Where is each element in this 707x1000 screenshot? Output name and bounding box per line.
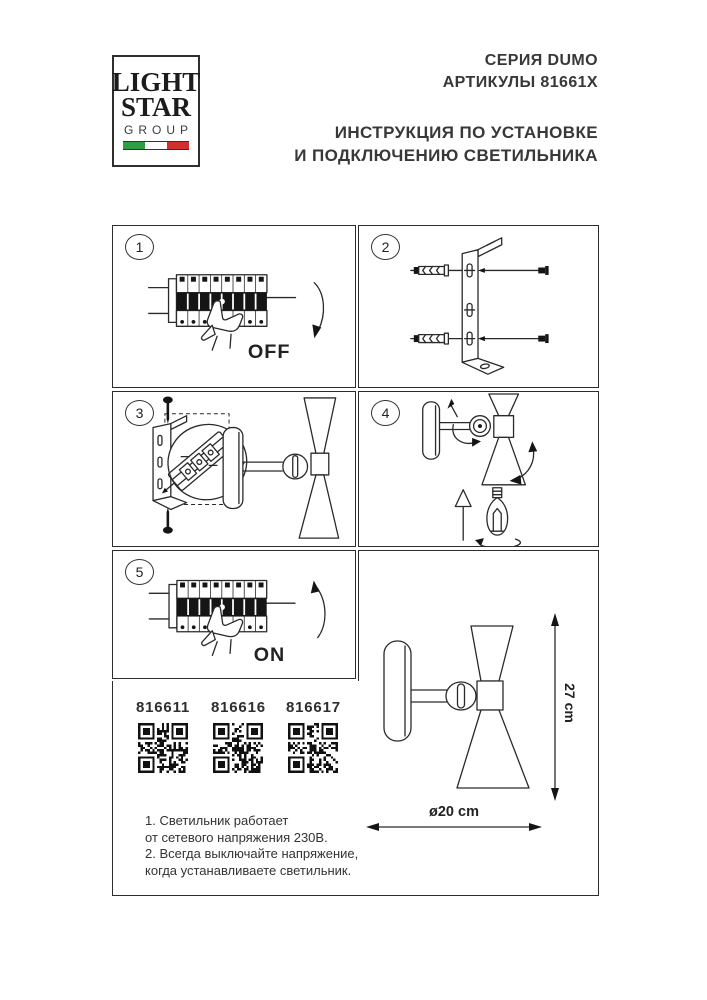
shade-top-cone: [304, 398, 336, 453]
instruction-title: [258, 121, 598, 167]
off-label: OFF: [247, 341, 291, 364]
height-label: 27 cm: [562, 683, 578, 723]
mounting-screw-icon: [478, 266, 549, 343]
note-line: 1. Светильник работает: [145, 813, 289, 828]
lightstar-logo: [112, 55, 200, 167]
fixing-screw-bottom-icon: [163, 508, 173, 534]
italian-flag-strip: [123, 141, 189, 150]
lamp-drawing: [223, 398, 339, 538]
step-5-number: 5: [125, 559, 154, 585]
step-2-number: 2: [371, 234, 400, 260]
shade-waist: [311, 453, 329, 475]
instruction-title-line1: ИНСТРУКЦИЯ ПО УСТАНОВКЕ: [334, 123, 598, 142]
qr-code: [213, 723, 263, 773]
note-line: когда устанавливаете светильник.: [145, 862, 352, 878]
step-5-panel: [112, 550, 356, 679]
note-line: от сетевого напряжения 230В.: [145, 829, 328, 845]
qr-code: [138, 723, 188, 773]
step-4-panel: [358, 391, 599, 547]
shade-bottom-cone: [299, 475, 338, 538]
step-3-panel: [112, 391, 356, 547]
logo-word-star: STAR: [120, 92, 192, 122]
article-list: [136, 699, 340, 778]
bracket-drawing: [462, 238, 503, 374]
step-1-number: 1: [125, 234, 154, 260]
dimension-panel-upper: [358, 550, 599, 681]
qr-code: [288, 723, 338, 773]
wall-anchor-icon: [411, 265, 462, 344]
switch-up-arrow-icon: [311, 581, 325, 638]
article-item: [286, 699, 340, 778]
article-code: 816617: [286, 699, 341, 716]
flag-green: [123, 142, 145, 149]
article-item: [136, 699, 190, 778]
article-code: 816616: [211, 699, 266, 716]
article-code: 816611: [136, 699, 191, 716]
step-1-panel: [112, 225, 356, 388]
logo-word-light: LIGHT: [111, 67, 201, 97]
breaker-panel-drawing: [149, 275, 324, 363]
diameter-label: ø20 cm: [429, 804, 479, 820]
flag-red: [167, 142, 189, 149]
on-label: ON: [253, 644, 286, 667]
safety-notes: [145, 813, 358, 879]
series-title: СЕРИЯ DUMO: [484, 52, 598, 69]
switch-down-arrow-icon: [312, 283, 323, 339]
breaker-panel-drawing: [149, 581, 325, 667]
insert-bulb-arrow-icon: [455, 490, 471, 540]
candle-bulb-icon: [475, 488, 520, 546]
step-3-number: 3: [125, 400, 154, 426]
article-item: [211, 699, 265, 778]
step-4-number: 4: [371, 400, 400, 426]
flag-white: [145, 142, 167, 149]
step-2-panel: [358, 225, 599, 388]
logo-word-group: GROUP: [123, 123, 193, 137]
articles-title: АРТИКУЛЫ 81661X: [442, 74, 598, 91]
header: [258, 50, 598, 167]
note-line: 2. Всегда выключайте напряжение,: [145, 846, 359, 861]
instruction-title-line2: И ПОДКЛЮЧЕНИЮ СВЕТИЛЬНИКА: [294, 146, 598, 165]
